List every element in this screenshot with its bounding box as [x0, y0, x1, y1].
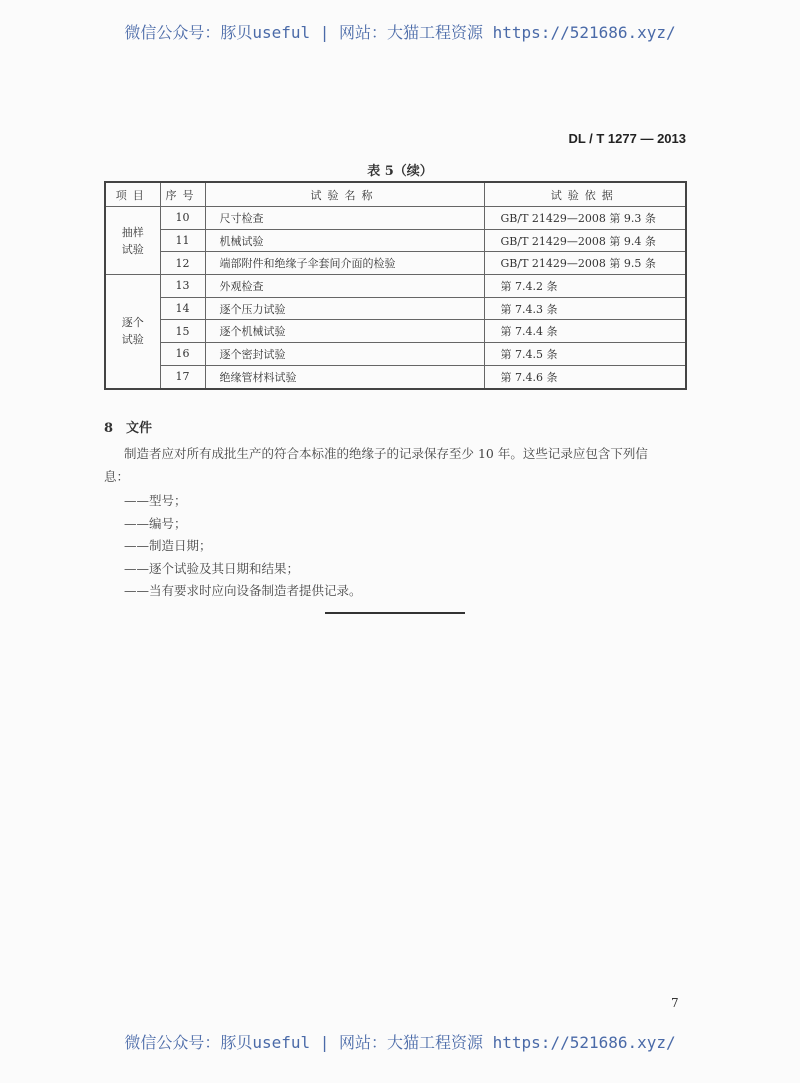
group-name	[105, 275, 160, 389]
list-item: ——当有要求时应向设备制造者提供记录。	[124, 583, 362, 598]
row-number: 16	[160, 343, 205, 366]
end-rule	[325, 612, 465, 614]
test-basis: GB/T 21429—2008 第 9.4 条	[484, 229, 686, 252]
header-item: 项目	[105, 182, 160, 207]
test-table	[104, 181, 687, 390]
row-number: 12	[160, 252, 205, 275]
table-row	[105, 252, 686, 275]
group-name	[105, 207, 160, 275]
test-basis: 第 7.4.2 条	[484, 275, 686, 298]
table-row	[105, 275, 686, 298]
page-number: 7	[671, 996, 679, 1010]
watermark-top: 微信公众号：豚贝useful | 网站：大猫工程资源 https://521686.xyz/	[124, 23, 676, 42]
section-title: 8 文件	[104, 421, 153, 436]
test-name: 逐个压力试验	[205, 297, 484, 320]
row-number: 11	[160, 229, 205, 252]
test-basis: 第 7.4.3 条	[484, 297, 686, 320]
table-row	[105, 320, 686, 343]
watermark-bottom: 微信公众号：豚贝useful | 网站：大猫工程资源 https://521686.xyz/	[124, 1033, 676, 1052]
test-name: 尺寸检查	[205, 207, 484, 230]
test-name: 外观检查	[205, 275, 484, 298]
row-number: 10	[160, 207, 205, 230]
table-row	[105, 207, 686, 230]
header-basis: 试验依据	[484, 182, 686, 207]
test-basis: 第 7.4.6 条	[484, 365, 686, 388]
row-number: 14	[160, 297, 205, 320]
row-number: 15	[160, 320, 205, 343]
list-item: ——编号；	[124, 515, 187, 531]
table-row	[105, 297, 686, 320]
table-row	[105, 229, 686, 252]
test-name: 机械试验	[205, 229, 484, 252]
test-basis: GB/T 21429—2008 第 9.5 条	[484, 252, 686, 275]
list-item: ——制造日期；	[124, 538, 212, 553]
paragraph: 制造者应对所有成批生产的符合本标准的绝缘子的记录保存至少 10 年。这些记录应包含下列信	[124, 446, 648, 461]
header-no: 序号	[160, 182, 205, 207]
test-basis: 第 7.4.5 条	[484, 343, 686, 366]
test-name: 端部附件和绝缘子伞套间介面的检验	[205, 252, 484, 275]
table-caption: 表 5（续）	[367, 164, 433, 179]
test-name: 绝缘管材料试验	[205, 365, 484, 388]
test-name: 逐个密封试验	[205, 343, 484, 366]
table-row	[105, 365, 686, 388]
header-test-name: 试验名称	[205, 182, 484, 207]
row-number: 13	[160, 275, 205, 298]
table-header-row	[105, 182, 686, 207]
test-basis: GB/T 21429—2008 第 9.3 条	[484, 207, 686, 230]
test-name: 逐个机械试验	[205, 320, 484, 343]
doc-header: DL / T 1277 — 2013	[568, 131, 686, 146]
row-number: 17	[160, 365, 205, 388]
list-item: ——逐个试验及其日期和结果；	[124, 560, 300, 576]
group-label: 抽样试验	[121, 225, 144, 256]
table-row	[105, 343, 686, 366]
paragraph-cont: 息：	[104, 469, 130, 484]
test-basis: 第 7.4.4 条	[484, 320, 686, 343]
group-label: 逐个试验	[121, 316, 144, 347]
list-item: ——型号；	[124, 493, 187, 508]
